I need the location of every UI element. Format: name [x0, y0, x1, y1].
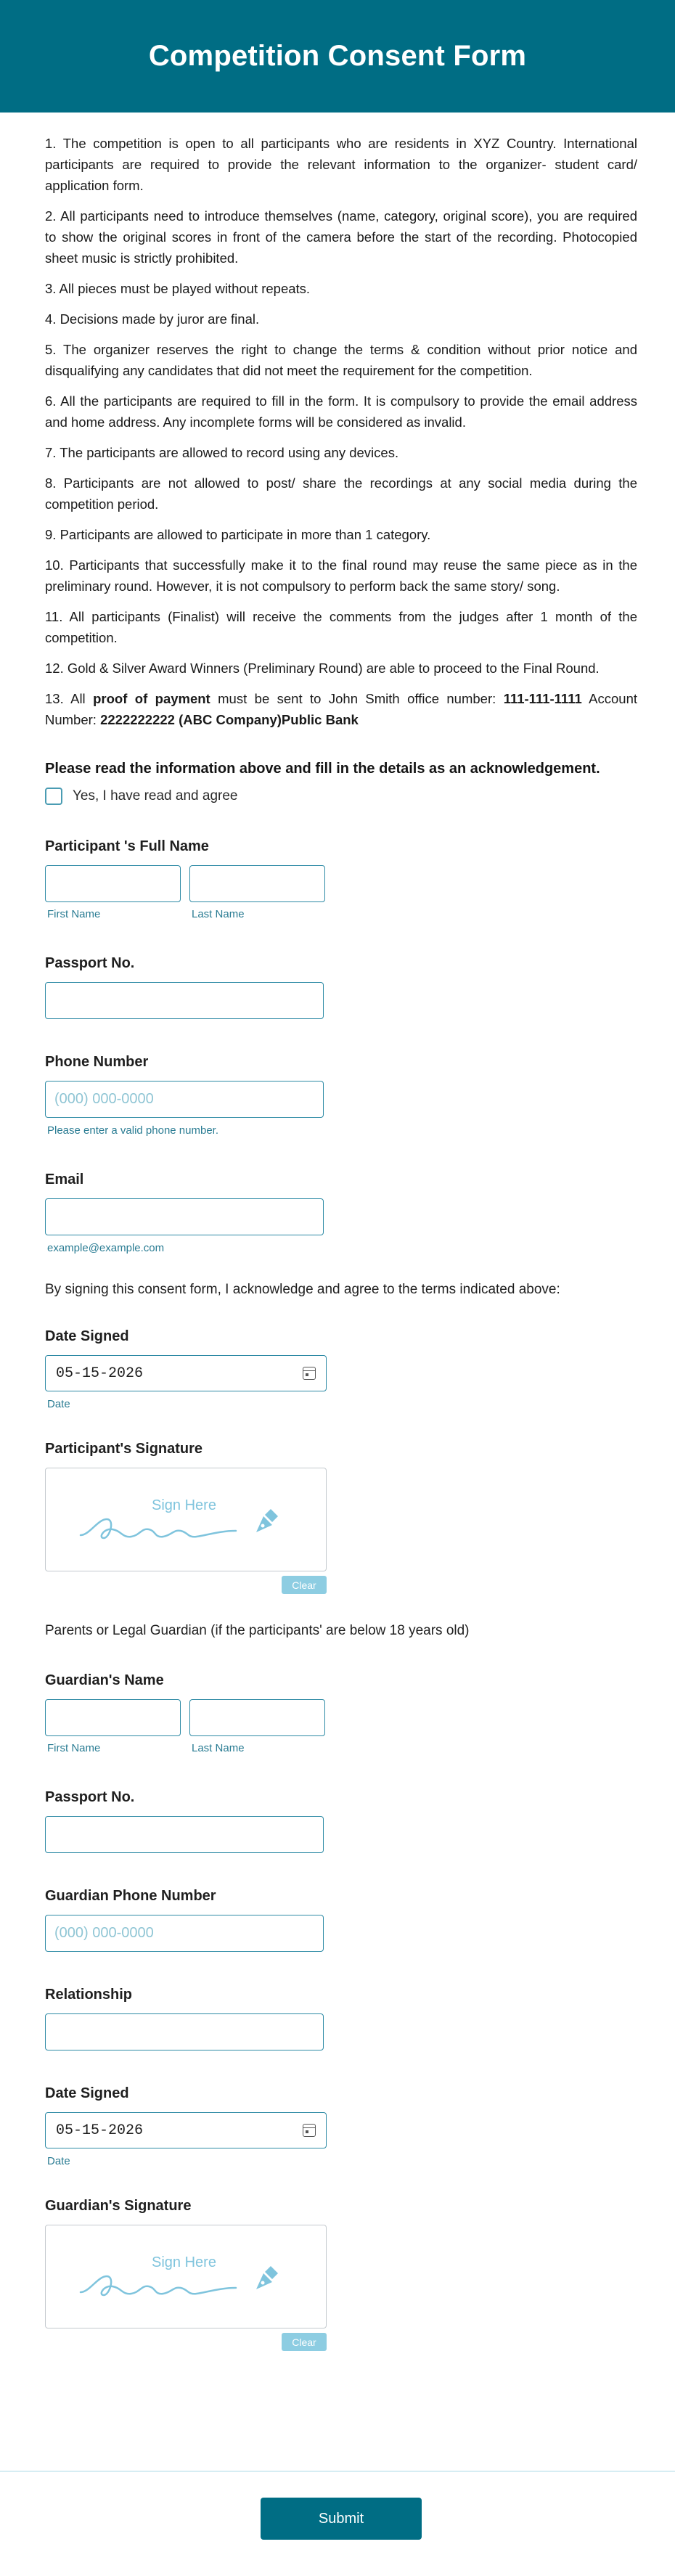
signature-hint: Sign Here	[152, 1497, 216, 1513]
guardian-date-section	[45, 2085, 637, 2167]
guardian-first-name-input[interactable]	[45, 1699, 181, 1736]
guardian-signature-section	[45, 2198, 637, 2351]
guardian-passport-input[interactable]	[45, 1816, 324, 1853]
form-content	[0, 113, 675, 2351]
relationship-section	[45, 1987, 637, 2050]
guardian-passport-section	[45, 1789, 637, 1853]
signature-scribble-icon	[46, 1468, 327, 1572]
account-number: 2222222222 (ABC Company)Public Bank	[100, 712, 359, 727]
guardian-last-name-input[interactable]	[189, 1699, 325, 1736]
term-item: 4. Decisions made by juror are final.	[45, 311, 260, 327]
date-help-text: Date	[47, 2155, 70, 2167]
term-item: 7. The participants are allowed to record using any devices.	[45, 445, 399, 460]
guardian-passport-label: Passport No.	[45, 1789, 135, 1805]
agree-checkbox-label[interactable]: Yes, I have read and agree	[73, 788, 238, 804]
guardian-statement: Parents or Legal Guardian (if the participants' are below 18 years old)	[45, 1623, 470, 1638]
guardian-signature-pad[interactable]	[45, 2225, 327, 2328]
guardian-phone-label: Guardian Phone Number	[45, 1888, 216, 1904]
clear-guardian-signature-button[interactable]: Clear	[282, 2333, 327, 2351]
calendar-icon[interactable]	[303, 2124, 316, 2137]
participant-passport-input[interactable]	[45, 982, 324, 1019]
last-name-sublabel: Last Name	[192, 1742, 245, 1754]
term-item: 3. All pieces must be played without repeats.	[45, 281, 311, 296]
agree-checkbox[interactable]	[45, 788, 62, 805]
participant-phone-input[interactable]: (000) 000-0000	[45, 1081, 324, 1118]
signature-hint: Sign Here	[152, 2254, 216, 2270]
term-item: 12. Gold & Silver Award Winners (Preliminary Round) are able to proceed to the Final Round.	[45, 661, 600, 676]
term-item: 10. Participants that successfully make it to the final round may reuse the same piece as in the preliminary round. However, it is not compulsory to perform back the same story/ song.	[45, 557, 637, 594]
participant-last-name-input[interactable]	[189, 865, 325, 902]
term-text: 13. All	[45, 691, 94, 706]
participant-passport-label: Passport No.	[45, 955, 135, 971]
consent-statement: By signing this consent form, I acknowledge and agree to the terms indicated above:	[45, 1282, 560, 1297]
first-name-sublabel: First Name	[47, 1742, 101, 1754]
term-item: 5. The organizer reserves the right to change the terms & condition without prior notice and disqualifying any candidates that did not meet the requirement for the competition.	[45, 342, 637, 378]
relationship-input[interactable]	[45, 2013, 324, 2050]
participant-email-input[interactable]	[45, 1198, 324, 1235]
submit-button[interactable]: Submit	[261, 2498, 422, 2540]
clear-participant-signature-button[interactable]: Clear	[282, 1576, 327, 1594]
participant-email-label: Email	[45, 1172, 84, 1187]
acknowledgement-label: Please read the information above and fill in the details as an acknowledgement.	[45, 761, 600, 777]
guardian-date-input[interactable]	[45, 2112, 327, 2148]
guardian-name-section	[45, 1672, 637, 1754]
guardian-phone-section	[45, 1888, 637, 1952]
participant-phone-section	[45, 1054, 637, 1137]
guardian-phone-input[interactable]: (000) 000-0000	[45, 1915, 324, 1952]
term-item: 2. All participants need to introduce themselves (name, category, original score), you are required to show the original scores in front of the camera before the start of the recording. Photocopied sheet music is strictly prohibited.	[45, 208, 637, 266]
guardian-date-label: Date Signed	[45, 2085, 129, 2101]
participant-signature-section	[45, 1441, 637, 1594]
calendar-icon[interactable]	[303, 1367, 316, 1380]
phone-help-text: Please enter a valid phone number.	[47, 1124, 218, 1137]
term-text: must be sent to John Smith office number:	[210, 691, 504, 706]
form-header	[0, 0, 675, 113]
date-value: 05-15-2026	[56, 1365, 144, 1382]
office-number: 111-111-1111	[503, 691, 582, 706]
participant-signature-pad[interactable]	[45, 1468, 327, 1571]
form-title: Competition Consent Form	[148, 40, 527, 72]
term-item: 6. All the participants are required to fill in the form. It is compulsory to provide the email address and home address. Any incomplete forms will be considered as invalid.	[45, 393, 637, 430]
term-item: 8. Participants are not allowed to post/ share the recordings at any social media during the competition period.	[45, 475, 637, 512]
first-name-sublabel: First Name	[47, 908, 101, 920]
participant-date-label: Date Signed	[45, 1328, 129, 1344]
term-bold: proof of payment	[93, 691, 210, 706]
acknowledgement-row[interactable]	[45, 788, 637, 805]
participant-first-name-input[interactable]	[45, 865, 181, 902]
participant-passport-section	[45, 955, 637, 1019]
relationship-label: Relationship	[45, 1987, 133, 2003]
term-item: 9. Participants are allowed to participate in more than 1 category.	[45, 527, 431, 542]
term-item: 1. The competition is open to all participants who are residents in XYZ Country. International participants are required to provide the relevant information to the organizer- student card/ application form.	[45, 136, 637, 193]
guardian-signature-label: Guardian's Signature	[45, 2198, 192, 2214]
term-item: 11. All participants (Finalist) will receive the comments from the judges after 1 month of the competition.	[45, 609, 637, 645]
term-item-payment	[45, 688, 637, 730]
last-name-sublabel: Last Name	[192, 908, 245, 920]
term-text: Account Number:	[45, 691, 638, 727]
date-help-text: Date	[47, 1398, 70, 1410]
terms-list	[45, 133, 637, 730]
signature-scribble-icon	[46, 2225, 327, 2329]
date-value: 05-15-2026	[56, 2122, 144, 2139]
guardian-name-label: Guardian's Name	[45, 1672, 164, 1688]
participant-date-input[interactable]	[45, 1355, 327, 1391]
participant-email-section	[45, 1172, 637, 1254]
participant-phone-label: Phone Number	[45, 1054, 149, 1070]
email-help-text: example@example.com	[47, 1242, 165, 1254]
form-footer	[0, 2471, 675, 2576]
participant-name-label: Participant 's Full Name	[45, 838, 209, 854]
participant-name-section	[45, 838, 637, 920]
participant-signature-label: Participant's Signature	[45, 1441, 203, 1457]
participant-date-section	[45, 1328, 637, 1410]
